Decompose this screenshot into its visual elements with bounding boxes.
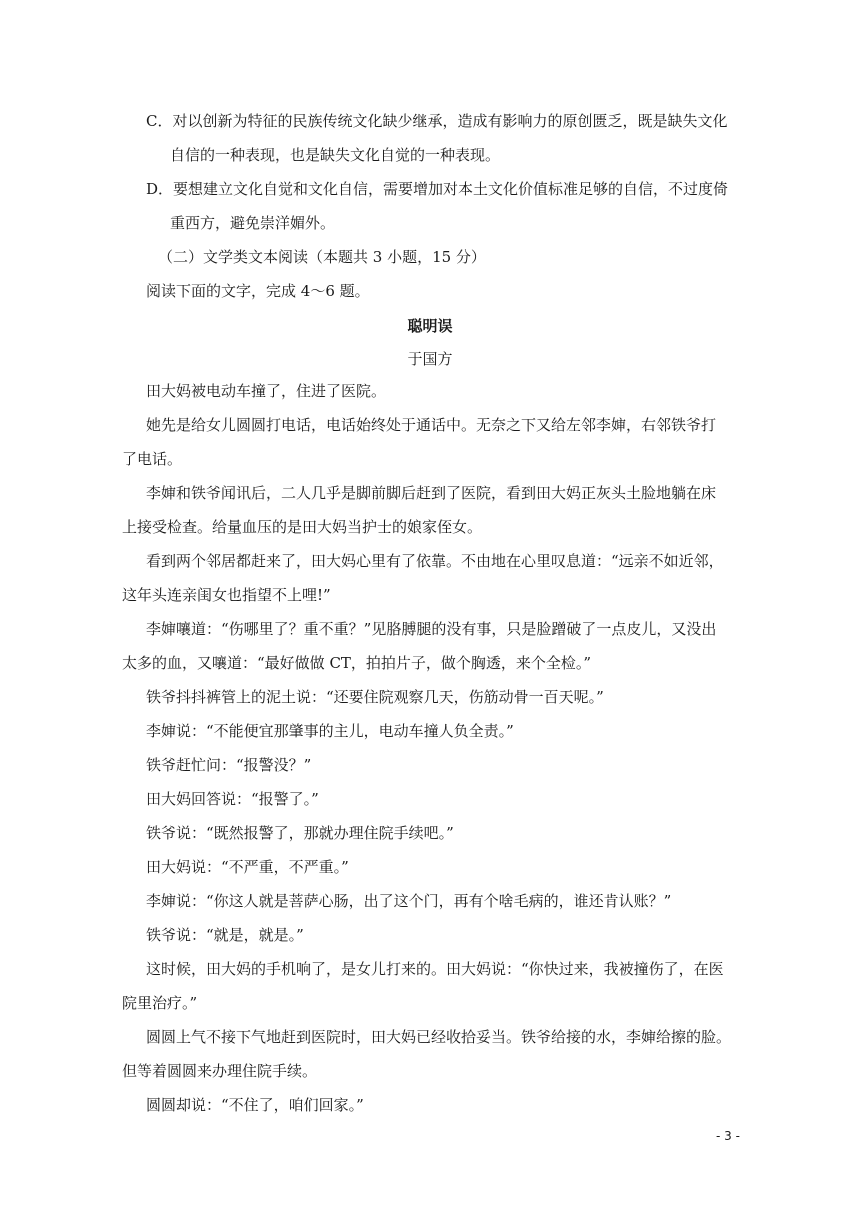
- story-line: 上接受检查。给量血压的是田大妈当护士的娘家侄女。: [122, 518, 483, 536]
- story-line: 李婶嚷道：“伤哪里了？重不重？”见胳膊腿的没有事，只是脸蹭破了一点皮儿，又没出: [146, 620, 717, 638]
- option-c-line2: 自信的一种表现，也是缺失文化自觉的一种表现。: [170, 146, 501, 164]
- story-line: 田大妈被电动车撞了，住进了医院。: [146, 382, 387, 400]
- story-line: 了电话。: [122, 450, 183, 468]
- story-line: 但等着圆圆来办理住院手续。: [122, 1062, 318, 1080]
- story-line: 看到两个邻居都赶来了，田大妈心里有了依靠。不由地在心里叹息道：“远亲不如近邻，: [146, 552, 724, 570]
- story-line: 铁爷说：“既然报警了，那就办理住院手续吧。”: [146, 824, 454, 842]
- story-line: 铁爷抖抖裤管上的泥土说：“还要住院观察几天，伤筋动骨一百天呢。”: [146, 688, 604, 706]
- story-line: 太多的血，又嚷道：“最好做做 CT，拍拍片子，做个胸透，来个全检。”: [122, 654, 592, 672]
- story-line: 院里治疗。”: [122, 994, 198, 1012]
- story-line: 铁爷赶忙问：“报警没？”: [146, 756, 312, 774]
- page-number: - 3 -: [716, 1129, 740, 1143]
- story-line: 圆圆上气不接下气地赶到医院时，田大妈已经收拾妥当。铁爷给接的水，李婶给擦的脸。: [146, 1028, 732, 1046]
- story-title: 聪明误: [407, 317, 453, 335]
- option-c-line1: C．对以创新为特征的民族传统文化缺少继承，造成有影响力的原创匮乏，既是缺失文化: [146, 112, 728, 130]
- story-line: 圆圆却说：“不住了，咱们回家。”: [146, 1096, 364, 1114]
- reading-instruction: 阅读下面的文字，完成 4～6 题。: [146, 282, 370, 300]
- story-author: 于国方: [407, 350, 453, 368]
- story-line: 田大妈说：“不严重，不严重。”: [146, 858, 349, 876]
- story-line: 李婶和铁爷闻讯后，二人几乎是脚前脚后赶到了医院，看到田大妈正灰头土脸地躺在床: [146, 484, 717, 502]
- story-line: 铁爷说：“就是，就是。”: [146, 926, 304, 944]
- option-d-line2: 重西方，避免崇洋媚外。: [170, 214, 336, 232]
- story-line: 李婶说：“你这人就是菩萨心肠，出了这个门，再有个啥毛病的，谁还肯认账？”: [146, 892, 672, 910]
- story-line: 她先是给女儿圆圆打电话，电话始终处于通话中。无奈之下又给左邻李婶，右邻铁爷打: [146, 416, 717, 434]
- story-line: 田大妈回答说：“报警了。”: [146, 790, 319, 808]
- story-line: 这时候，田大妈的手机响了，是女儿打来的。田大妈说：“你快过来，我被撞伤了，在医: [146, 960, 724, 978]
- section-heading: （二）文学类文本阅读（本题共 3 小题，15 分）: [158, 248, 486, 266]
- story-line: 李婶说：“不能便宜那肇事的主儿，电动车撞人负全责。”: [146, 722, 514, 740]
- option-d-line1: D．要想建立文化自觉和文化自信，需要增加对本土文化价值标准足够的自信，不过度倚: [146, 180, 729, 198]
- story-line: 这年头连亲闺女也指望不上哩!”: [122, 586, 331, 604]
